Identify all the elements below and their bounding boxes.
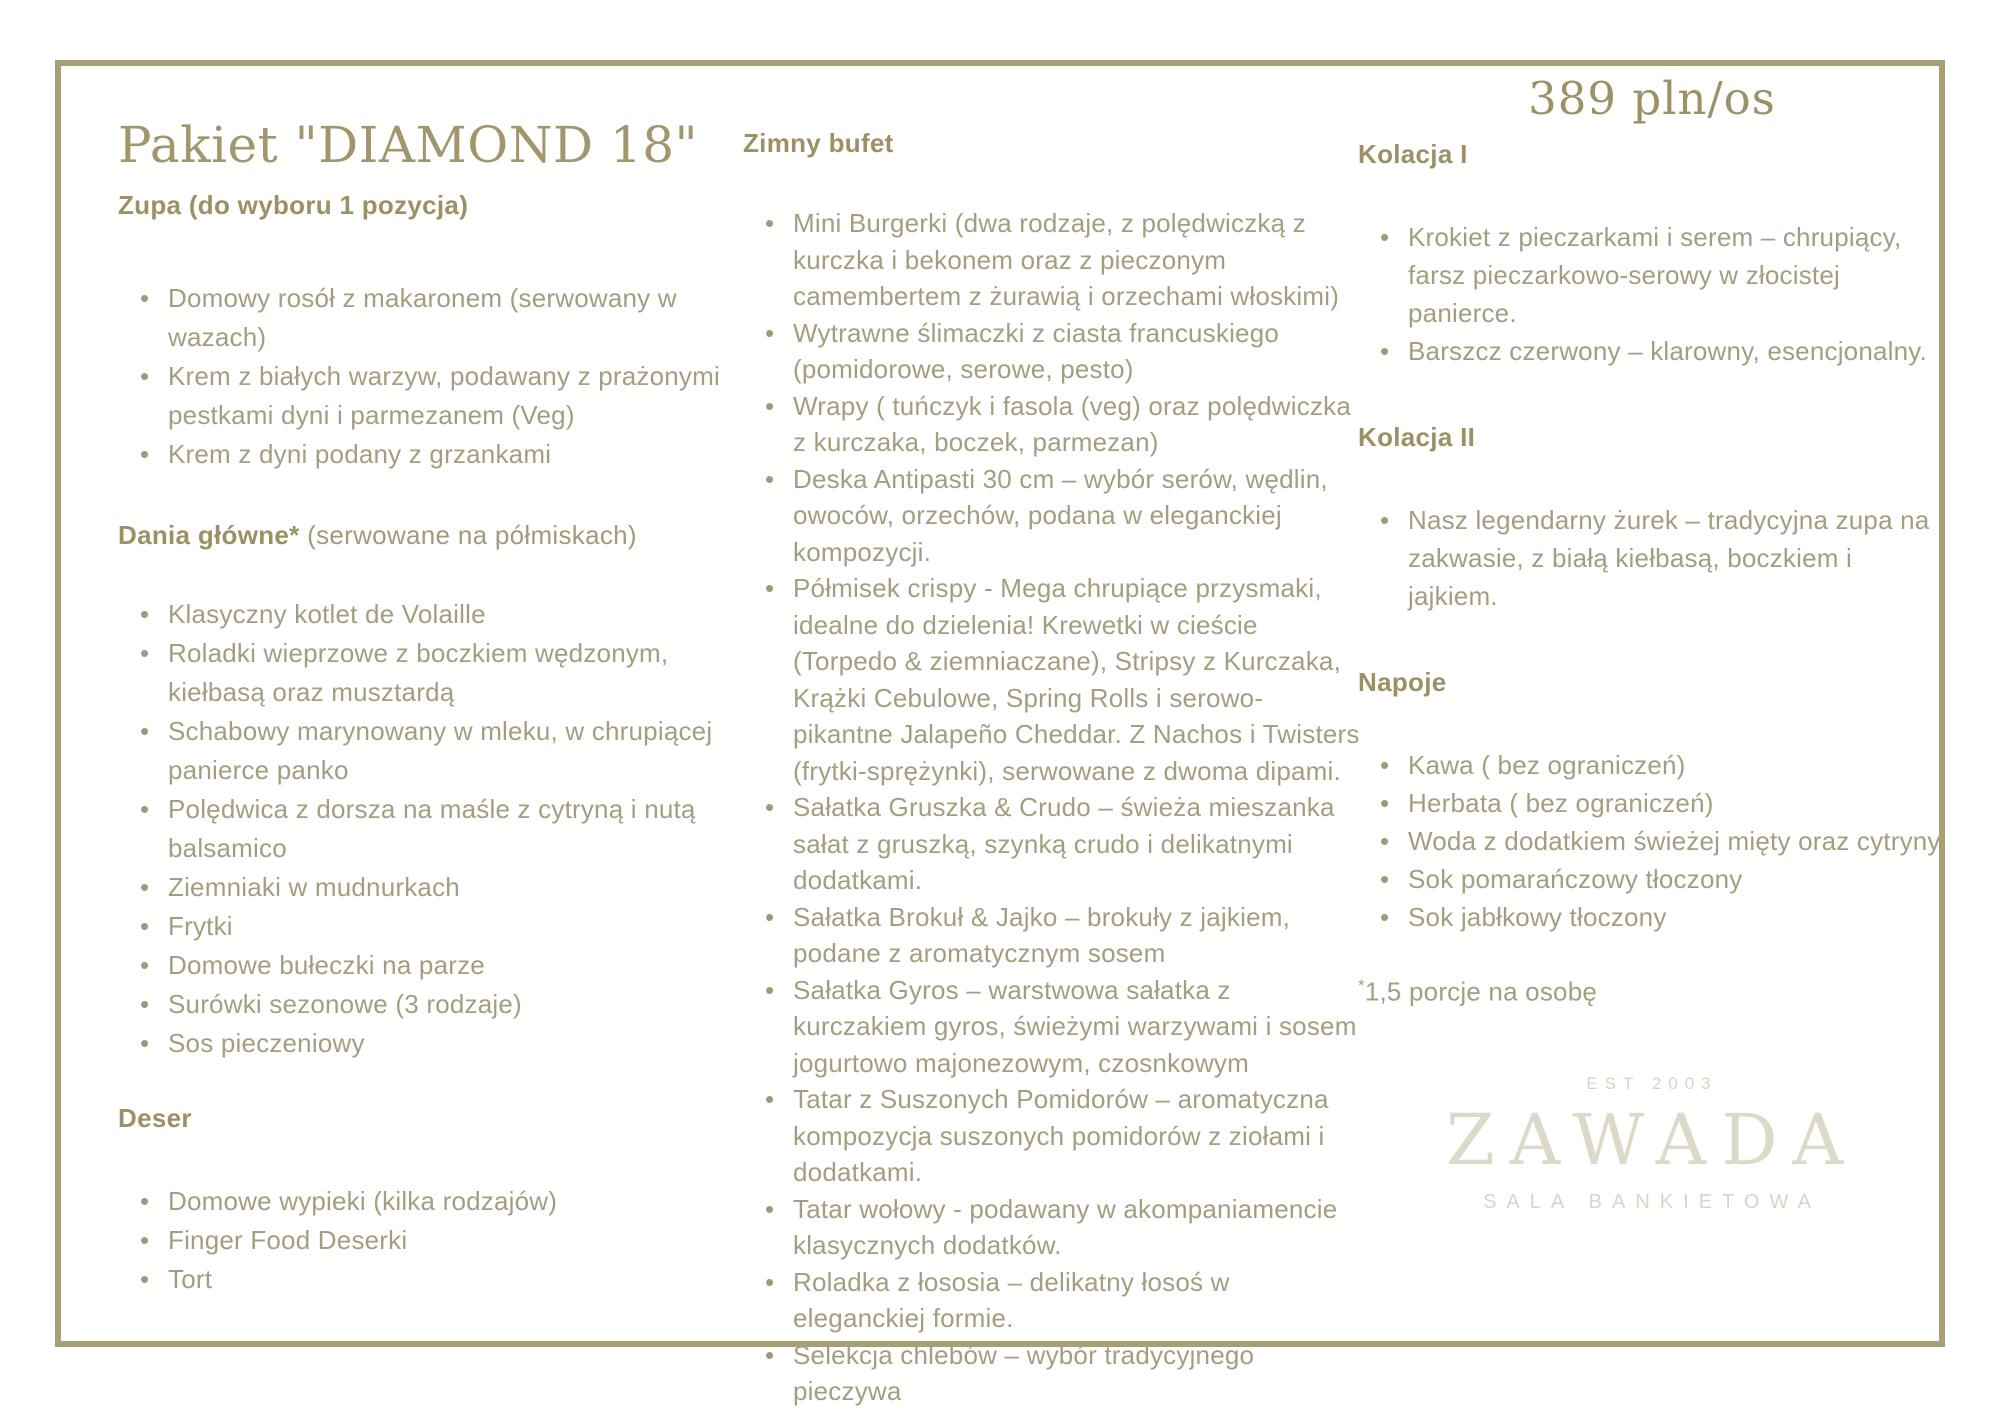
menu-item: • Nasz legendarny żurek – tradycyjna zupa na zakwasie, z białą kiełbasą, boczkiem i jajkiem. — [1358, 501, 1946, 615]
menu-item: • Barszcz czerwony – klarowny, esencjonalny. — [1358, 332, 1946, 370]
column-left — [118, 116, 733, 1299]
price-per-person: 389 pln/os — [1528, 72, 1776, 125]
menu-item: • Finger Food Deserki — [118, 1221, 733, 1260]
column-right — [1358, 72, 1946, 1214]
section-heading-cold-buffet: Zimny bufet — [743, 128, 894, 158]
mains-heading-bold: Dania główne* — [118, 520, 300, 550]
menu-item: • Sałatka Brokuł & Jajko – brokuły z jajkiem, podane z aromatycznym sosem — [743, 899, 1361, 972]
menu-item: • Roladka z łososia – delikatny łosoś w eleganckiej formie. — [743, 1264, 1361, 1337]
menu-item: • Herbata ( bez ograniczeń) — [1358, 784, 1946, 822]
menu-item: • Krem z dyni podany z grzankami — [118, 435, 733, 474]
menu-item: • Sok pomarańczowy tłoczony — [1358, 860, 1946, 898]
menu-item: • Klasyczny kotlet de Volaille — [118, 595, 733, 634]
column-middle — [743, 128, 1361, 1410]
menu-item: • Domowe bułeczki na parze — [118, 946, 733, 985]
menu-item: • Sałatka Gruszka & Crudo – świeża mieszanka sałat z gruszką, szynką crudo i delikatnymi dodatkami. — [743, 789, 1361, 899]
section-heading-supper-1: Kolacja I — [1358, 139, 1468, 169]
footnote-asterisk: * — [1358, 976, 1365, 995]
menu-item: • Wytrawne ślimaczki z ciasta francuskiego (pomidorowe, serowe, pesto) — [743, 315, 1361, 388]
logo-name: ZAWADA — [1445, 1098, 1859, 1181]
menu-item: • Domowe wypieki (kilka rodzajów) — [118, 1182, 733, 1221]
mains-list — [118, 595, 733, 1063]
menu-item: • Krokiet z pieczarkami i serem – chrupiący, farsz pieczarkowo-serowy w złocistej panierce. — [1358, 218, 1946, 332]
menu-item: • Kawa ( bez ograniczeń) — [1358, 746, 1946, 784]
menu-item: • Tatar wołowy - podawany w akompaniamencie klasycznych dodatków. — [743, 1191, 1361, 1264]
venue-logo — [1358, 1074, 1946, 1215]
menu-item: • Polędwica z dorsza na maśle z cytryną i nutą balsamico — [118, 790, 733, 868]
soup-list — [118, 279, 733, 474]
menu-item: • Sok jabłkowy tłoczony — [1358, 898, 1946, 936]
menu-item: • Półmisek crispy - Mega chrupiące przysmaki, idealne do dzielenia! Krewetki w cieście (Torpedo & ziemniaczane), Stripsy z Kurczaka, Krążki Cebulowe, Spring Rolls i serowo-pikantne Jalapeño Cheddar. Z Nachos i Twisters (frytki-sprężynki), serwowane z dwoma dipami. — [743, 570, 1361, 789]
menu-item: • Woda z dodatkiem świeżej mięty oraz cytryny — [1358, 822, 1946, 860]
mains-heading-note: (serwowane na półmiskach) — [299, 520, 637, 550]
menu-item: • Mini Burgerki (dwa rodzaje, z polędwiczką z kurczka i bekonem oraz z pieczonym camembertem z żurawią i orzechami włoskimi) — [743, 205, 1361, 315]
drinks-list — [1358, 746, 1946, 936]
menu-item: • Tort — [118, 1260, 733, 1299]
menu-item: • Roladki wieprzowe z boczkiem wędzonym, kiełbasą oraz musztardą — [118, 634, 733, 712]
supper-1-list — [1358, 218, 1946, 370]
section-heading-mains — [118, 520, 733, 551]
section-heading-soup: Zupa (do wyboru 1 pozycja) — [118, 190, 469, 220]
logo-established-year: EST 2003 — [1586, 1073, 1718, 1093]
menu-item: • Schabowy marynowany w mleku, w chrupiącej panierce panko — [118, 712, 733, 790]
menu-item: • Selekcja chlebów – wybór tradycyjnego pieczywa — [743, 1337, 1361, 1410]
cold-buffet-list — [743, 205, 1361, 1410]
menu-item: • Sałatka Gyros – warstwowa sałatka z kurczakiem gyros, świeżymi warzywami i sosem jogurtowo majonezowym, czosnkowym — [743, 972, 1361, 1082]
portions-footnote — [1358, 976, 1946, 1008]
menu-item: • Frytki — [118, 907, 733, 946]
page-title: Pakiet "DIAMOND 18" — [118, 116, 699, 174]
menu-item: • Domowy rosół z makaronem (serwowany w wazach) — [118, 279, 733, 357]
menu-item: • Deska Antipasti 30 cm – wybór serów, wędlin, owoców, orzechów, podana w eleganckiej kompozycji. — [743, 461, 1361, 571]
menu-item: • Krem z białych warzyw, podawany z prażonymi pestkami dyni i parmezanem (Veg) — [118, 357, 733, 435]
menu-item: • Sos pieczeniowy — [118, 1024, 733, 1063]
menu-item: • Tatar z Suszonych Pomidorów – aromatyczna kompozycja suszonych pomidorów z ziołami i dodatkami. — [743, 1081, 1361, 1191]
footnote-text: 1,5 porcje na osobę — [1364, 976, 1598, 1007]
section-heading-supper-2: Kolacja II — [1358, 422, 1476, 452]
section-heading-drinks: Napoje — [1358, 667, 1447, 697]
section-heading-dessert: Deser — [118, 1103, 192, 1133]
menu-item: • Ziemniaki w mudnurkach — [118, 868, 733, 907]
supper-2-list — [1358, 501, 1946, 615]
logo-subtitle: SALA BANKIETOWA — [1483, 1191, 1821, 1214]
dessert-list — [118, 1182, 733, 1299]
menu-item: • Surówki sezonowe (3 rodzaje) — [118, 985, 733, 1024]
menu-item: • Wrapy ( tuńczyk i fasola (veg) oraz polędwiczka z kurczaka, boczek, parmezan) — [743, 388, 1361, 461]
